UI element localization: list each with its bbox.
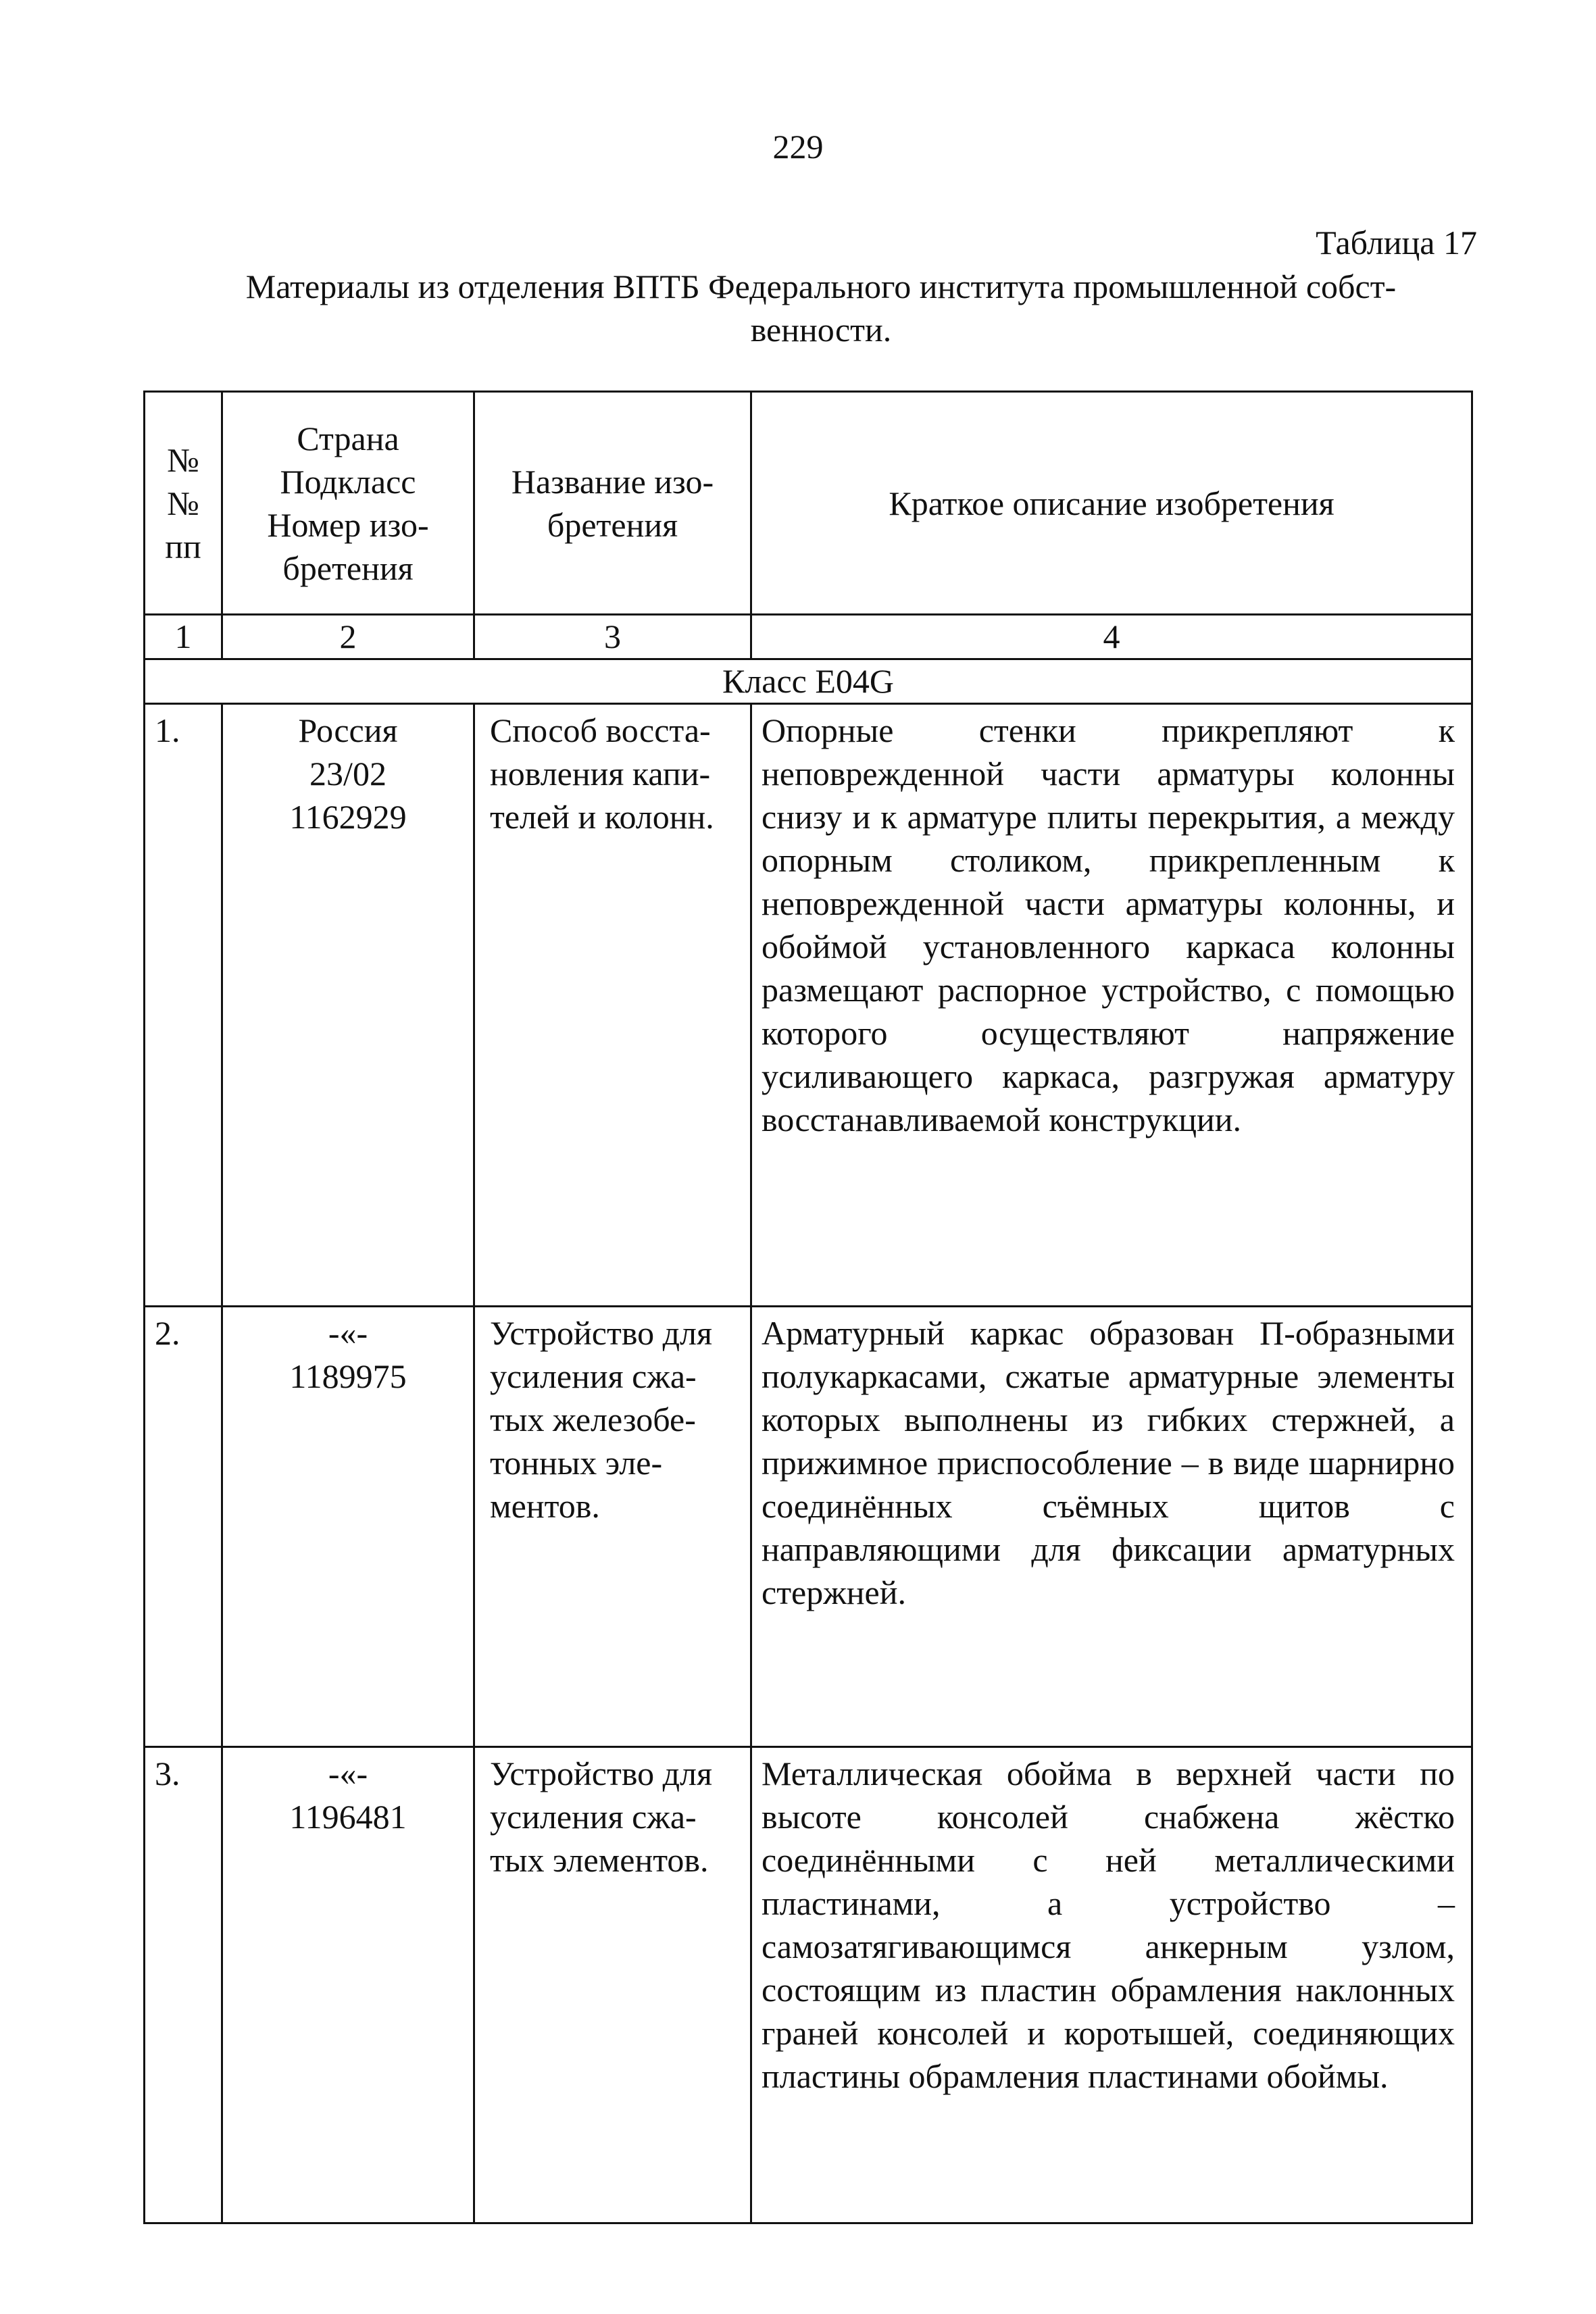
row-title-line: усиления сжа-	[490, 1798, 697, 1836]
row-title-cell	[475, 1748, 752, 2222]
header-cell-number	[145, 393, 223, 613]
table-title-line: венности.	[750, 311, 892, 349]
row-description: Опорные стенки прикрепляют к неповрежденной части арматуры колонны снизу и к арматуре плиты перекрытия, а между опорным столиком, прикрепленным к неповрежденной части арматуры колонны, и обоймой установленного каркаса колонны размещают распорное устройство, с помощью которого осуществляют напряжение усиливающего каркаса, разгружая арматуру восстанавливаемой конструкции.	[762, 711, 1455, 1138]
header-line: №	[167, 484, 199, 522]
invention-table	[143, 391, 1473, 2224]
header-line: бретения	[282, 549, 414, 587]
row-title-line: ментов.	[490, 1487, 600, 1525]
row-number: 3.	[145, 1748, 223, 2222]
header-line: бретения	[547, 505, 678, 544]
table-title-line: Материалы из отделения ВПТБ Федерального института промышленной собст-	[245, 268, 1397, 305]
column-number: 2	[223, 615, 475, 658]
row-title-line: усиления сжа-	[490, 1357, 697, 1395]
class-label: Класс E04G	[722, 662, 895, 700]
row-country-line: 1162929	[289, 798, 407, 836]
row-country-cell	[223, 1748, 475, 2222]
header-cell-description	[752, 393, 1471, 613]
row-country-line: Россия	[298, 711, 398, 749]
row-number: 2.	[145, 1307, 223, 1746]
header-line: Краткое описание изобретения	[889, 484, 1335, 522]
row-title-line: тых элементов.	[490, 1841, 709, 1879]
table-row	[145, 1748, 1471, 2222]
row-title-cell	[475, 1307, 752, 1746]
table-row	[145, 1307, 1471, 1748]
row-title-line: телей и колонн.	[490, 798, 714, 836]
row-country-line: -«-	[328, 1314, 368, 1352]
row-title-line: новления капи-	[490, 755, 711, 793]
header-line: Название изо-	[511, 462, 714, 501]
header-line: Страна	[297, 419, 399, 457]
row-country-line: 23/02	[309, 755, 386, 793]
row-country-cell	[223, 1307, 475, 1746]
page-number: 229	[772, 128, 824, 166]
column-number: 4	[1103, 618, 1120, 655]
row-description: Металлическая обойма в верхней части по высоте консолей снабжена жёстко соединёнными с ней металлическими пластинами, а устройство – самозатягивающимся анкерным узлом, состоящим из пластин обрамления наклонных граней консолей и коротышей, соединяющих пластины обрамления пластинами обоймы.	[762, 1755, 1455, 2095]
row-country-line: 1189975	[289, 1357, 407, 1395]
table-caption: Таблица 17	[1316, 224, 1477, 261]
row-title-line: Устройство для	[490, 1314, 713, 1352]
row-title-cell	[475, 705, 752, 1305]
header-cell-country	[223, 393, 475, 613]
column-number-row	[145, 615, 1471, 660]
header-line: Подкласс	[280, 462, 416, 501]
header-line: Номер изо-	[267, 505, 429, 544]
table-header-row	[145, 393, 1471, 615]
row-number: 1.	[145, 705, 223, 1305]
table-row	[145, 705, 1471, 1307]
header-line: пп	[165, 527, 201, 565]
row-description: Арматурный каркас образован П-образными полукаркасами, сжатые арматурные элементы которых выполнены из гибких стержней, а прижимное приспособление – в виде шарнирно соединённых съёмных щитов с направляющими для фиксации арматурных стержней.	[762, 1314, 1455, 1611]
table-title	[169, 265, 1473, 351]
class-row	[145, 660, 1471, 705]
column-number: 1	[145, 615, 223, 658]
row-title-line: Устройство для	[490, 1755, 713, 1792]
header-line: №	[167, 441, 199, 479]
row-country-line: 1196481	[289, 1798, 407, 1836]
row-title-line: тых железобе-	[490, 1401, 696, 1438]
row-country-cell	[223, 705, 475, 1305]
row-title-line: Способ восста-	[490, 711, 711, 749]
row-country-line: -«-	[328, 1755, 368, 1792]
column-number: 3	[475, 615, 752, 658]
row-title-line: тонных эле-	[490, 1444, 663, 1482]
header-cell-title	[475, 393, 752, 613]
